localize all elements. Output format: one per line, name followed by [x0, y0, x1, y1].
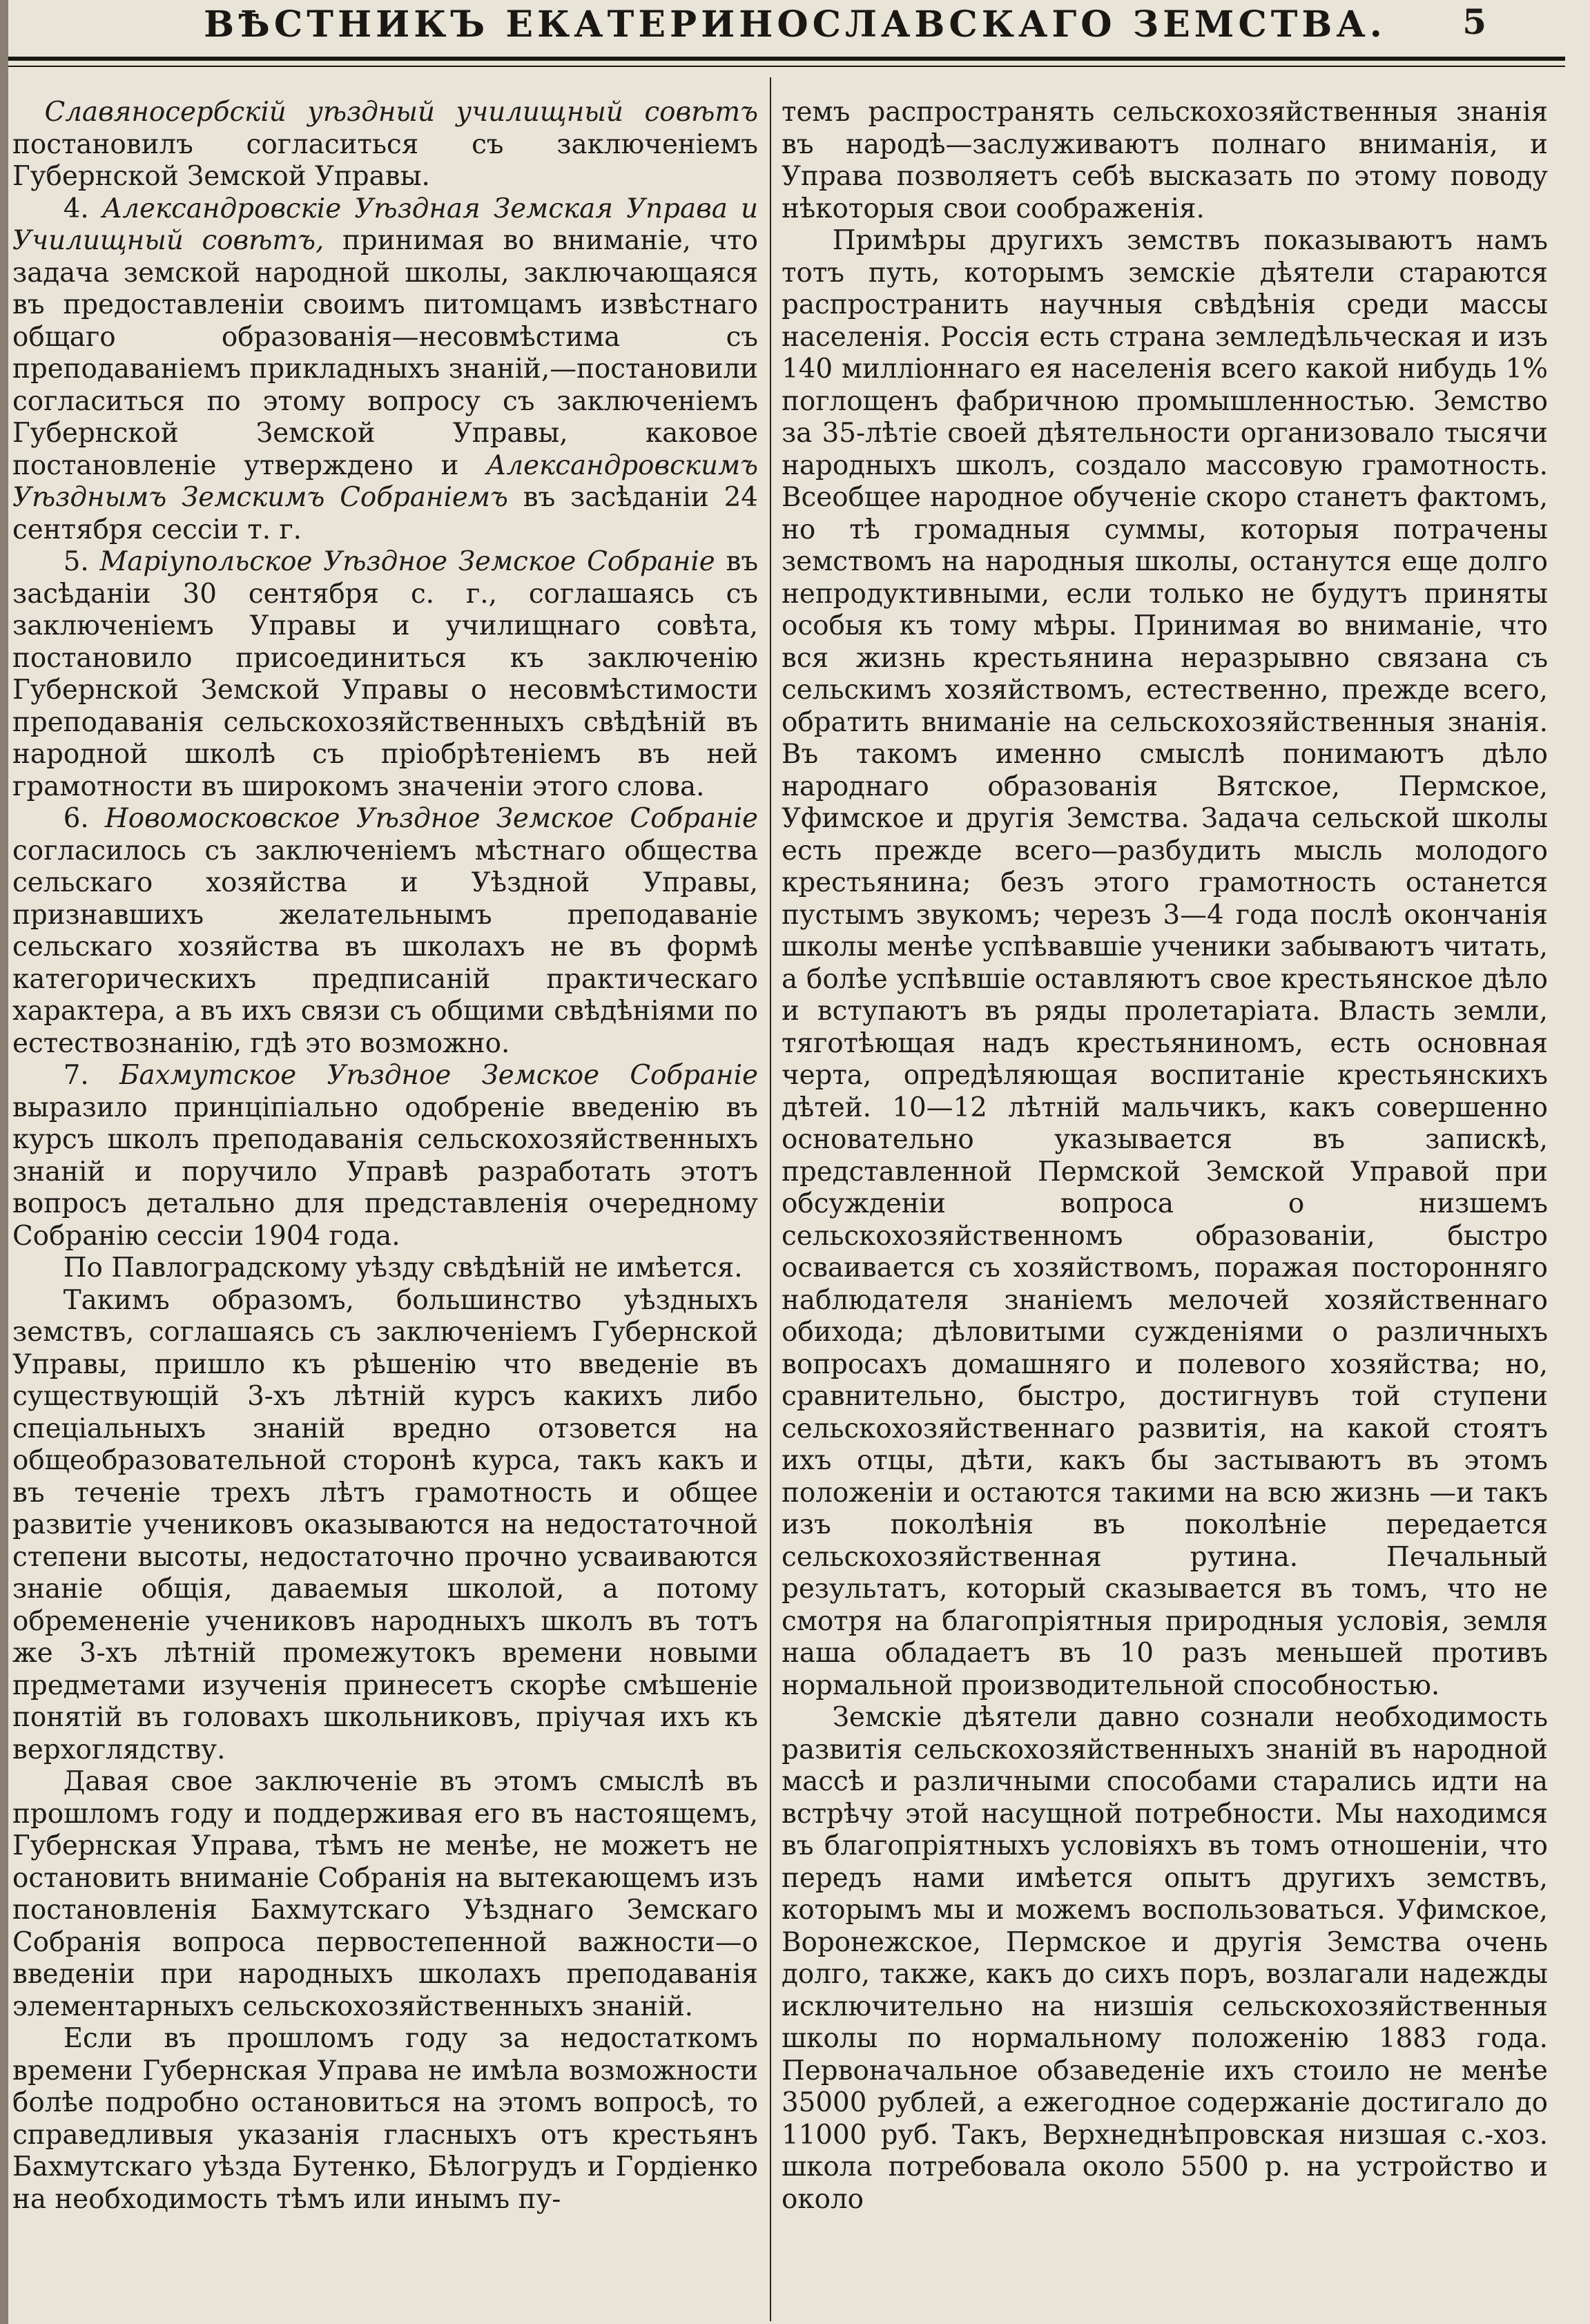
header-rule-thin — [8, 66, 1565, 67]
paragraph: По Павлоградскому уѣзду свѣдѣнiй не имѣется. — [63, 1252, 743, 1284]
paragraph-text: выразило принцiпiально одобренiе введенiю въ курсъ школъ преподаванiя сельскохозяйственныхъ знанiй и поручило Управѣ разработать этотъ вопросъ детально для представленiя очередному Собранiю сессiи 1904 года. — [12, 1092, 758, 1252]
paragraph-text: въ засѣданiи 24 сентября сессiи т. г. — [12, 482, 758, 545]
paragraph: Если въ прошломъ году за недостаткомъ времени Губернская Управа не имѣла возможности болѣе подробно остановиться на этомъ вопросѣ, то справедливыя указанiя гласныхъ отъ крестьянъ Бахмутскаго уѣзда Бутенко, Бѣлогрудъ и Гордiенко на необходимость тѣмъ или инымъ пу- — [12, 2023, 758, 2215]
paragraph-text: согласилось съ заключенiемъ мѣстнаго общества сельскаго хозяйства и Уѣздной Управы, признавшихъ желательнымъ преподаванiе сельскаго хозяйства въ школахъ не въ формѣ категорическихъ предписанiй практическаго характера, а въ ихъ связи съ общими свѣдѣнiями по естествознанiю, гдѣ это возможно. — [12, 835, 758, 1059]
paragraph — [12, 546, 758, 803]
right-column — [782, 97, 1548, 2306]
italic-heading: Александровскiе Уѣздная Земская Управа и Училищный совѣтъ, — [12, 193, 758, 256]
paragraph: Земскiе дѣятели давно сознали необходимость развитiя сельскохозяйственныхъ знанiй въ народной массѣ и различными способами старались идти на встрѣчу этой насущной потребности. Мы находимся въ благопрiятныхъ условiяхъ въ томъ отношенiи, что передъ нами имѣется опытъ другихъ земствъ, которымъ мы и можемъ воспользоваться. Уфимское, Воронежское, Пермское и другiя Земства очень долго, также, какъ до сихъ поръ, возлагали надежды исключительно на низшiя сельскохозяйственныя школы по нормальному положенiю 1883 года. Первоначальное обзаведенiе ихъ стоило не менѣе 35000 рублей, а ежегодное содержанiе достигало до 11000 руб. Такъ, Верхнеднѣпровская низшая с.-хоз. школа потребовала около 5500 р. на устройство и около — [782, 1702, 1548, 2215]
paragraph: Давая свое заключенiе въ этомъ смыслѣ въ прошломъ году и поддерживая его въ настоящемъ, Губернская Управа, тѣмъ не менѣе, не можетъ не остановить вниманiе Собранiя на вытекающемъ изъ постановленiя Бахмутскаго Уѣзднаго Земскаго Собранiя вопроса первостепенной важности—о введенiи при народныхъ школахъ преподаванiя элементарныхъ сельскохозяйственныхъ знанiй. — [12, 1766, 758, 2022]
paragraph — [12, 193, 758, 547]
italic-heading: Новомосковское Уѣздное Земское Собранiе — [104, 803, 758, 834]
paragraph-text: въ засѣданiи 30 сентября с. г., соглашаясь съ заключенiемъ Управы и училищнаго совѣта, постановило присоединиться къ заключенiю Губернской Земской Управы о несовмѣстимости преподаванiя сельскохозяйственныхъ свѣдѣнiй въ народной школѣ съ прiобрѣтенiемъ въ ней грамотности въ широкомъ значенiи этого слова. — [12, 546, 758, 802]
paragraph — [12, 803, 758, 1060]
journal-title: ВѢСТНИКЪ ЕКАТЕРИНОСЛАВСКАГО ЗЕМСТВА. — [204, 3, 1386, 46]
paragraph: Примѣры другихъ земствъ показываютъ намъ тотъ путь, которымъ земскiе дѣятели стараются распространить научныя свѣдѣнiя среди массы населенiя. Россiя есть страна земледѣльческая и изъ 140 миллiоннаго ея населенiя всего какой нибудь 1% поглощенъ фабричною промышленностью. Земство за 35-лѣтiе своей дѣятельности организовало тысячи народныхъ школъ, создало массовую грамотность. Всеобщее народное обученiе скоро станетъ фактомъ, но тѣ громадныя суммы, которыя потрачены земствомъ на народныя школы, останутся еще долго непродуктивными, если только не будутъ приняты особыя къ тому мѣры. Принимая во вниманiе, что вся жизнь крестьянина неразрывно связана съ сельскимъ хозяйствомъ, естественно, прежде всего, обратить вниманiе на сельскохозяйственныя знанiя. Въ такомъ именно смыслѣ понимаютъ дѣло народнаго образованiя Вятское, Пермское, Уфимское и другiя Земства. Задача сельской школы есть прежде всего—разбудить мысль молодого крестьянина; безъ этого грамотность останется пустымъ звукомъ; черезъ 3—4 года послѣ окончанiя школы менѣе успѣвавшiе ученики забываютъ читать, а болѣе успѣвшiе оставляютъ свое крестьянское дѣло и вступаютъ въ ряды пролетарiата. Власть земли, тяготѣющая надъ крестьяниномъ, есть основная черта, опредѣляющая воспитанiе крестьянскихъ дѣтей. 10—12 лѣтнiй мальчикъ, какъ совершенно основательно указывается въ запискѣ, представленной Пермской Земской Управой при обсужденiи вопроса о низшемъ сельскохозяйственномъ образованiи, быстро осваивается съ хозяйствомъ, поражая посторонняго наблюдателя знанiемъ мелочей хозяйственнаго обихода; дѣловитыми сужденiями о различныхъ вопросахъ домашняго и полевого хозяйства; но, сравнительно, быстро, достигнувъ той ступени сельскохозяйственнаго развитiя, на какой стоятъ ихъ отцы, дѣти, какъ бы застываютъ въ этомъ положенiи и остаются такими на всю жизнь —и такъ изъ поколѣнiя въ поколѣнiе передается сельскохозяйственная рутина. Печальный результатъ, который сказывается въ томъ, что не смотря на благопрiятныя природныя условiя, земля наша обладаетъ въ 10 разъ меньшей противъ нормальной производительной способностью. — [782, 225, 1548, 1701]
page-header — [0, 0, 1590, 48]
header-rule-thick — [8, 57, 1565, 61]
item-number: 4. — [63, 193, 102, 224]
italic-heading: Бахмутское Уѣздное Земское Собранiе — [119, 1060, 758, 1091]
paragraph: Такимъ образомъ, большинство уѣздныхъ земствъ, соглашаясь съ заключенiемъ Губернской Управы, пришло къ рѣшенiю что введенiе въ существующiй 3-хъ лѣтнiй курсъ какихъ либо спецiальныхъ знанiй вредно отзовется на общеобразовательной сторонѣ курса, такъ какъ и въ теченiе трехъ лѣтъ грамотность и общее развитiе учениковъ оказываются на недостаточной степени высоты, недостаточно прочно усваиваются знанiе общiя, даваемыя школой, а потому обремененiе учениковъ народныхъ школъ въ тотъ же 3-хъ лѣтнiй промежутокъ времени новыми предметами изученiя принесетъ скорѣе смѣшенiе понятiй въ головахъ школьниковъ, прiучая ихъ къ верхоглядству. — [12, 1284, 758, 1765]
page-edge-shadow — [0, 0, 8, 2324]
paragraph — [12, 97, 758, 193]
left-column — [12, 97, 758, 2306]
paragraph: темъ распространять сельскохозяйственныя знанiя въ народѣ—заслуживаютъ полнаго вниманiя, и Управа позволяетъ себѣ высказать по этому поводу нѣкоторыя свои соображенiя. — [782, 97, 1548, 224]
item-number: 7. — [63, 1060, 119, 1091]
italic-phrase: Александровскимъ Уѣзднымъ Земскимъ Собранiемъ — [12, 449, 758, 513]
italic-heading: Марiупольское Уѣздное Земское Собранiе — [99, 546, 715, 577]
paragraph-text: постановилъ согласиться съ заключенiемъ Губернской Земской Управы. — [12, 128, 758, 192]
column-divider — [770, 77, 771, 2321]
paragraph-text: принимая во вниманiе, что задача земской народной школы, заключающаяся въ предоставленiи своимъ питомцамъ извѣстнаго общаго образованiя—несовмѣстима съ преподаванiемъ прикладныхъ знанiй,—постановили согласиться по этому вопросу съ заключенiемъ Губернской Земской Управы, каковое постановленiе утверждено и — [12, 225, 758, 481]
item-number: 6. — [63, 803, 105, 834]
item-number: 5. — [63, 546, 100, 577]
page-number: 5 — [1462, 1, 1486, 42]
italic-heading: Славяносербскiй уѣздный училищный совѣтъ — [44, 97, 758, 128]
paragraph — [12, 1060, 758, 1252]
